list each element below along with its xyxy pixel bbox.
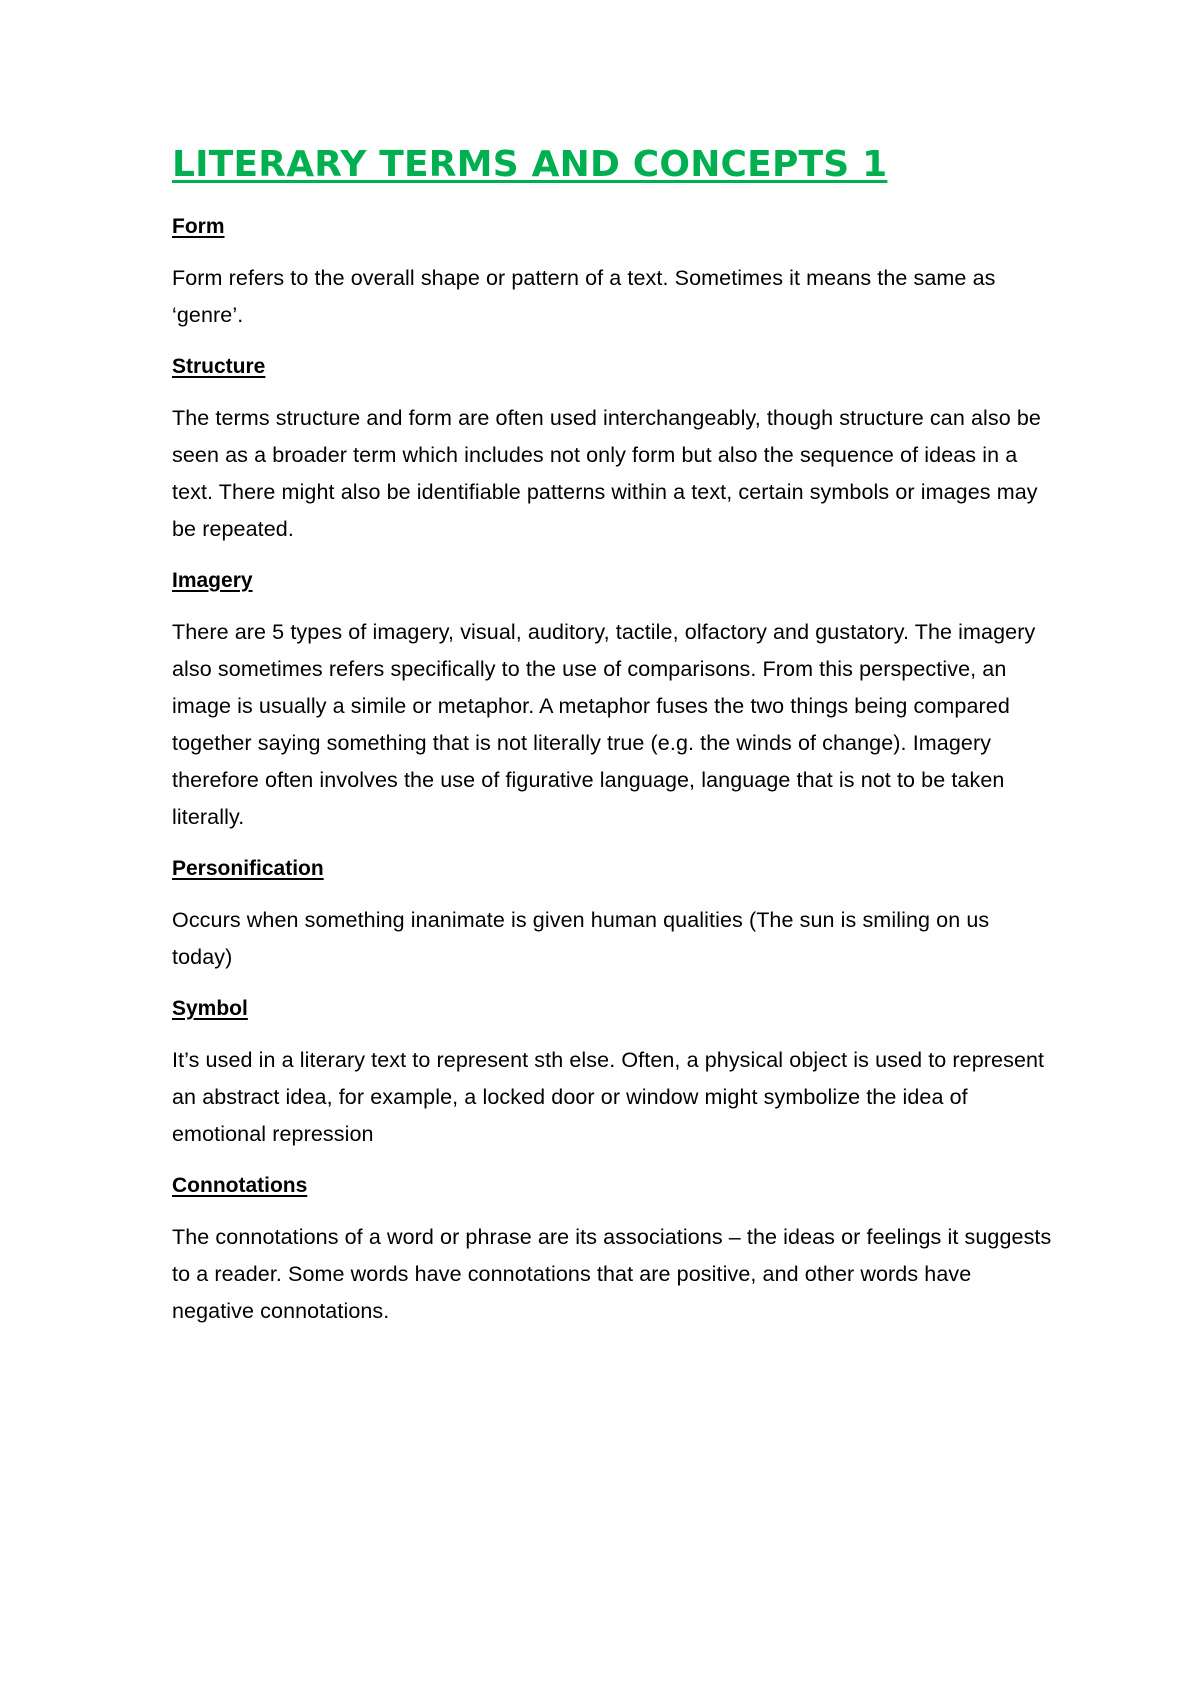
term-symbol (172, 994, 1052, 1153)
term-heading: Connotations (172, 1174, 308, 1197)
term-heading: Personification (172, 857, 324, 880)
document-content (172, 140, 1052, 1348)
term-connotations (172, 1171, 1052, 1330)
term-heading: Imagery (172, 569, 253, 592)
term-description: The terms structure and form are often used interchangeably, though structure can also be seen as a broader term which includes not only form but also the sequence of ideas in a text. There might also be identifiable patterns within a text, certain symbols or images may be repeated. (172, 406, 1041, 541)
term-description: The connotations of a word or phrase are its associations – the ideas or feelings it suggests to a reader. Some words have connotations that are positive, and other words have negative connotations. (172, 1225, 1052, 1323)
term-heading: Structure (172, 355, 266, 378)
term-form (172, 212, 1052, 334)
term-description: There are 5 types of imagery, visual, auditory, tactile, olfactory and gustatory. The imagery also sometimes refers specifically to the use of comparisons. From this perspective, an image is usually a simile or metaphor. A metaphor fuses the two things being compared together saying something that is not literally true (e.g. the winds of change). Imagery therefore often involves the use of figurative language, language that is not to be taken literally. (172, 620, 1036, 829)
term-heading: Symbol (172, 997, 248, 1020)
term-imagery (172, 566, 1052, 836)
term-description: Occurs when something inanimate is given human qualities (The sun is smiling on us today) (172, 908, 990, 969)
term-description: It’s used in a literary text to represent sth else. Often, a physical object is used to represent an abstract idea, for example, a locked door or window might symbolize the idea of emotional repression (172, 1048, 1045, 1146)
term-structure (172, 352, 1052, 548)
document-title: LITERARY TERMS AND CONCEPTS 1 (172, 144, 888, 185)
term-personification (172, 854, 1052, 976)
term-description: Form refers to the overall shape or pattern of a text. Sometimes it means the same as ‘genre’. (172, 266, 996, 327)
term-heading: Form (172, 215, 225, 238)
